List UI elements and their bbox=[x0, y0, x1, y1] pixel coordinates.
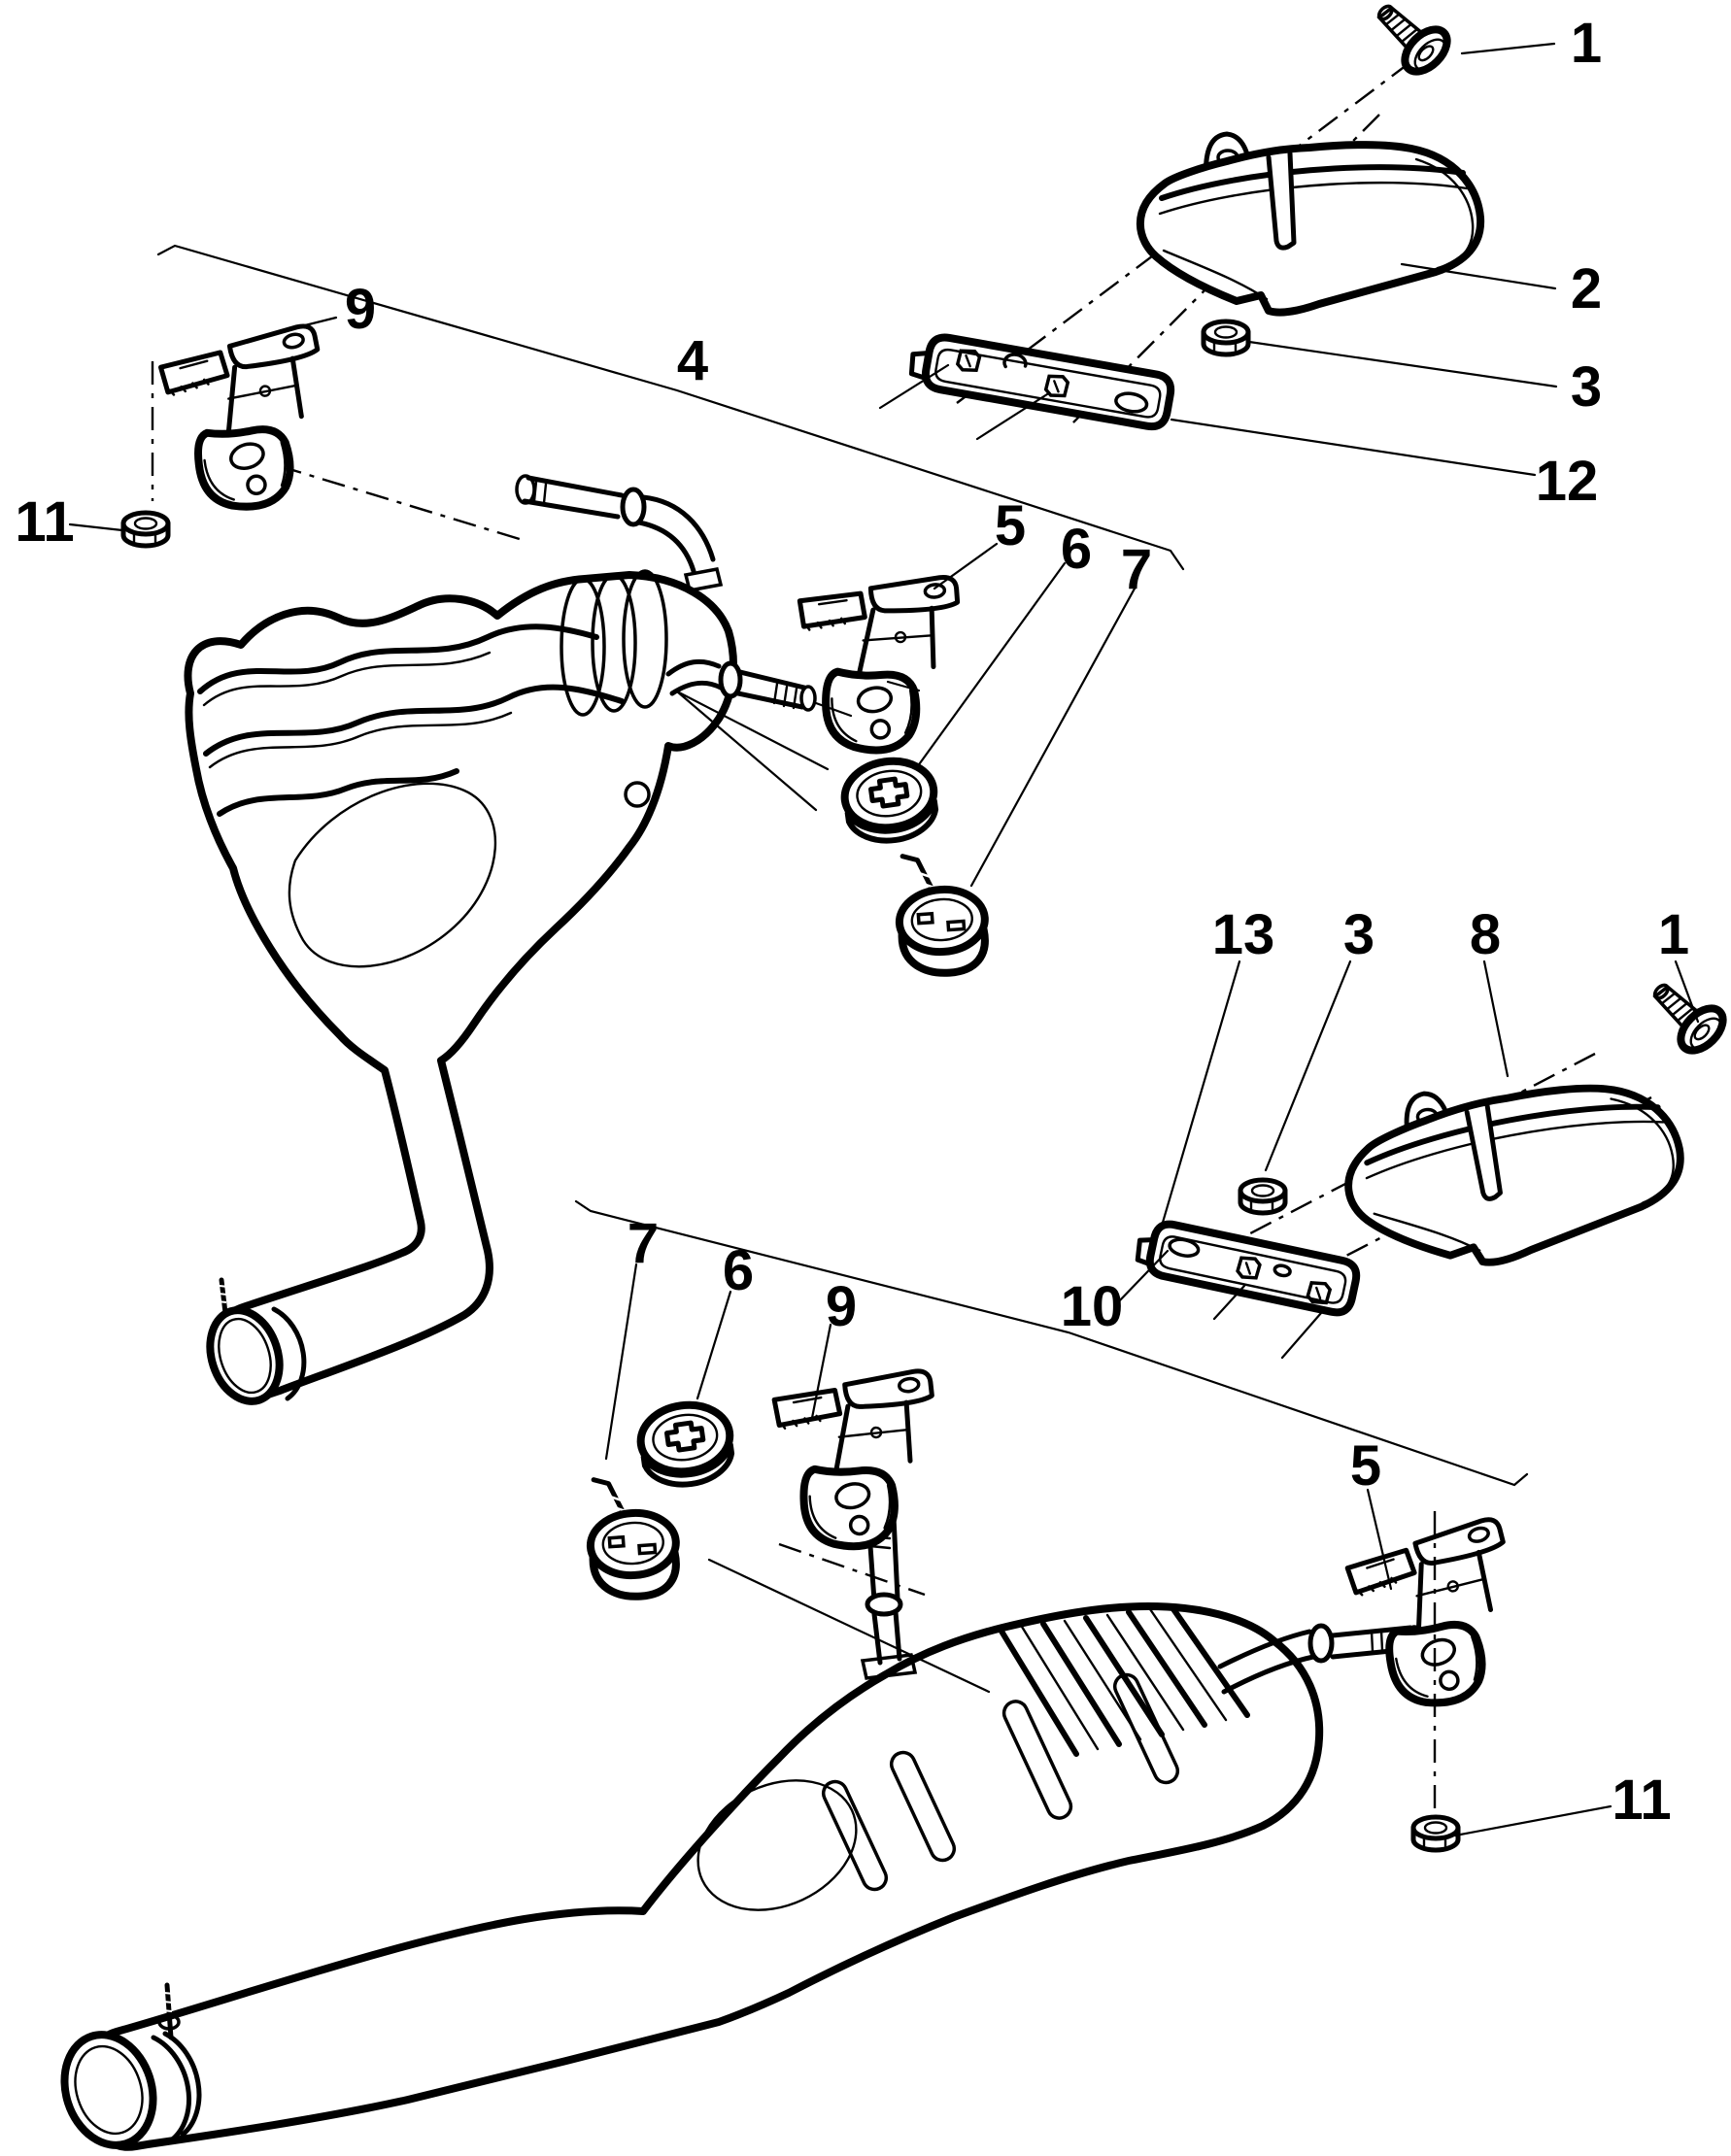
callout-3-top: 3 bbox=[1570, 355, 1603, 419]
callout-3-right: 3 bbox=[1342, 903, 1375, 966]
callout-1-right: 1 bbox=[1657, 903, 1690, 966]
callout-5-lower: 5 bbox=[1349, 1434, 1382, 1498]
mounting-plate-right-part bbox=[1134, 1219, 1359, 1316]
callout-4: 4 bbox=[676, 329, 709, 392]
callout-6-lower: 6 bbox=[722, 1239, 755, 1302]
rubber-grommet-mid-part bbox=[840, 756, 939, 846]
rubber-mount-lower-part bbox=[586, 1474, 679, 1600]
callout-10: 10 bbox=[1060, 1275, 1124, 1338]
upper-silencer bbox=[187, 476, 815, 1410]
callout-1-top: 1 bbox=[1570, 12, 1603, 75]
rubber-grommet-lower-part bbox=[636, 1399, 735, 1490]
hex-nut-right-part bbox=[1240, 1180, 1285, 1213]
callout-13: 13 bbox=[1211, 903, 1275, 966]
flange-bolt-top-part bbox=[1366, 0, 1456, 80]
callout-11-upper: 11 bbox=[15, 490, 75, 554]
hex-nut-upper-left-part bbox=[123, 513, 168, 546]
callout-7-lower: 7 bbox=[627, 1212, 660, 1275]
hanger-bracket-lower-left-part bbox=[769, 1366, 933, 1549]
hanger-bracket-mid-part bbox=[790, 567, 959, 755]
callout-5-mid: 5 bbox=[994, 494, 1027, 557]
callout-9-lower: 9 bbox=[825, 1275, 858, 1338]
hanger-bracket-upper-left-part bbox=[159, 325, 325, 511]
hanger-bracket-lower-right-part bbox=[1344, 1518, 1519, 1710]
callout-8: 8 bbox=[1469, 903, 1502, 966]
callout-6-mid: 6 bbox=[1060, 518, 1093, 581]
flange-bolt-right-part bbox=[1642, 969, 1731, 1060]
lower-silencer bbox=[51, 1504, 1421, 2156]
callout-11-lower: 11 bbox=[1612, 1769, 1672, 1832]
hanger-stud-axis-lines bbox=[153, 361, 1435, 1808]
callout-9-upper: 9 bbox=[344, 278, 377, 341]
tailpipe-cover-right-part bbox=[1340, 1067, 1689, 1276]
rubber-mount-mid-part bbox=[895, 851, 988, 976]
hex-nut-top-part bbox=[1204, 321, 1248, 354]
hex-nut-lower-right-part bbox=[1413, 1817, 1458, 1850]
callout-2: 2 bbox=[1570, 257, 1603, 320]
callout-12: 12 bbox=[1535, 450, 1599, 513]
callout-7-mid: 7 bbox=[1120, 538, 1153, 601]
tailpipe-cover-top-part bbox=[1140, 134, 1480, 313]
mounting-plate-top-part bbox=[908, 332, 1173, 429]
